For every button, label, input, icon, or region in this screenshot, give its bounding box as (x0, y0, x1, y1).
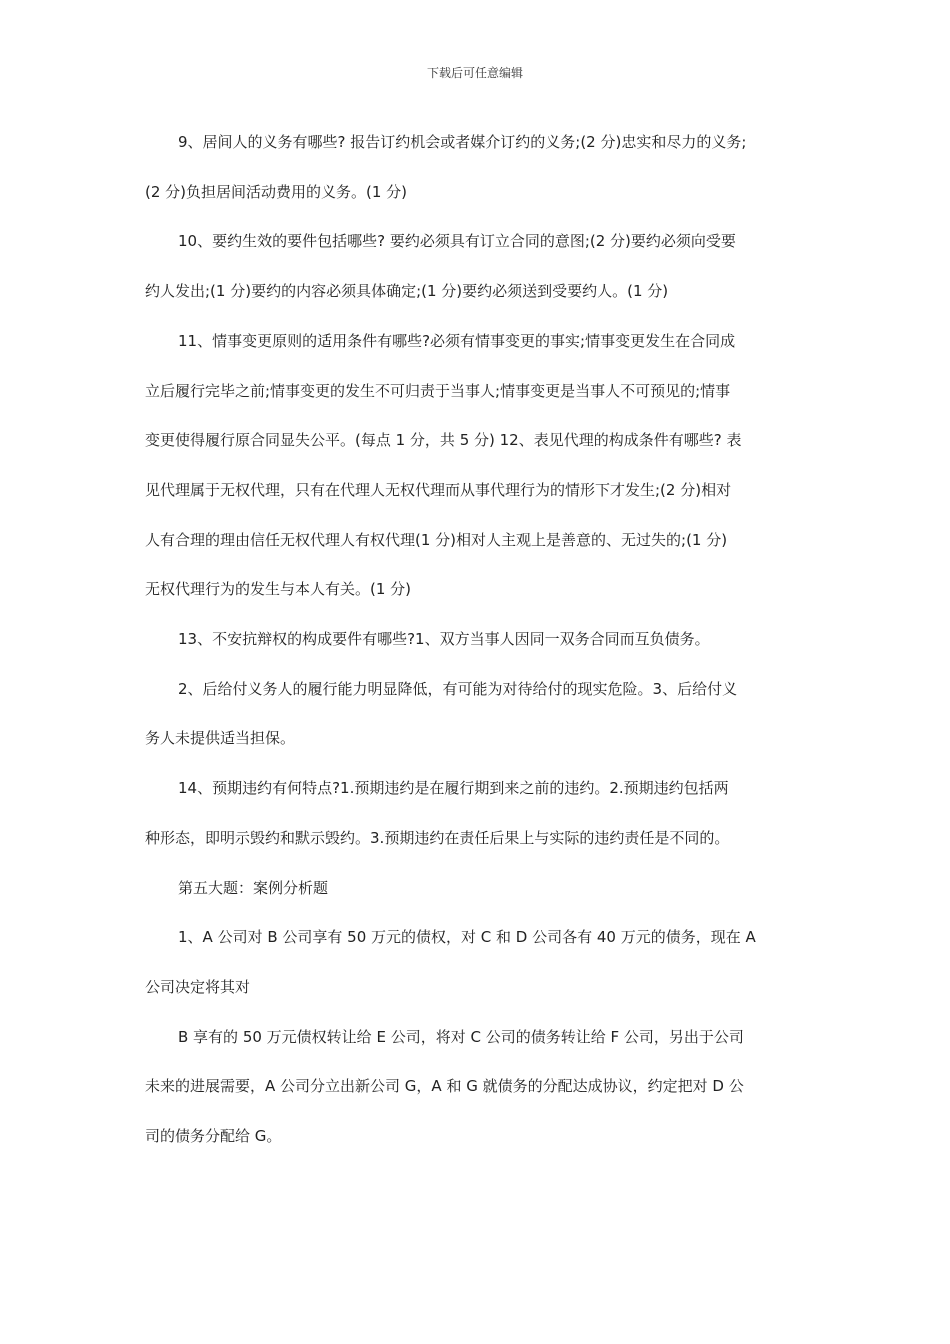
text-line: 9、居间人的义务有哪些? 报告订约机会或者媒介订约的义务;(2 分)忠实和尽力的义务; (178, 133, 747, 151)
paragraph-q13-continued (145, 665, 810, 764)
text-line: 未来的进展需要，A 公司分立出新公司 G，A 和 G 就债务的分配达成协议，约定把对 D 公 (145, 1077, 744, 1096)
text-line: 无权代理行为的发生与本人有关。(1 分) (145, 580, 412, 599)
paragraph-case-1-continued (145, 1013, 810, 1162)
text-line: 11、情事变更原则的适用条件有哪些?必须有情事变更的事实;情事变更发生在合同成 (178, 331, 736, 350)
text-line: 务人未提供适当担保。 (145, 729, 296, 748)
text-line: 10、要约生效的要件包括哪些? 要约必须具有订立合同的意图;(2 分)要约必须向受要 (178, 232, 736, 251)
text-line: 人有合理的理由信任无权代理人有权代理(1 分)相对人主观上是善意的、无过失的;(1 分) (145, 530, 728, 549)
text-line: 第五大题：案例分析题 (178, 878, 329, 897)
section-heading (145, 864, 810, 914)
text-line: 见代理属于无权代理，只有在代理人无权代理而从事代理行为的情形下才发生;(2 分)相对 (145, 480, 732, 499)
paragraph-case-1 (145, 913, 810, 1012)
text-line: 约人发出;(1 分)要约的内容必须具体确定;(1 分)要约必须送到受要约人。(1 分) (145, 282, 669, 301)
text-line: 公司决定将其对 (145, 977, 251, 996)
text-line: 14、预期违约有何特点?1.预期违约是在履行期到来之前的违约。2.预期违约包括两 (178, 779, 729, 798)
paragraph-q9 (145, 118, 810, 217)
text-line: 2、后给付义务人的履行能力明显降低，有可能为对待给付的现实危险。3、后给付义 (178, 679, 738, 698)
text-line: 变更使得履行原合同显失公平。(每点 1 分，共 5 分) 12、表见代理的构成条件有哪些? 表 (145, 431, 742, 450)
text-line: B 享有的 50 万元债权转让给 E 公司，将对 C 公司的债务转让给 F 公司，另出于公司 (178, 1027, 744, 1046)
text-line: 种形态，即明示毁约和默示毁约。3.预期违约在责任后果上与实际的违约责任是不同的。 (145, 828, 730, 847)
paragraph-q14 (145, 764, 810, 863)
paragraph-q13 (145, 615, 810, 665)
text-line: 立后履行完毕之前;情事变更的发生不可归责于当事人;情事变更是当事人不可预见的;情事 (145, 381, 731, 400)
text-line: 司的债务分配给 G。 (145, 1127, 282, 1146)
paragraph-q10 (145, 217, 810, 316)
paragraph-q11-q12 (145, 317, 810, 615)
text-line: 1、A 公司对 B 公司享有 50 万元的债权，对 C 和 D 公司各有 40 万元的债务，现在 A (178, 928, 756, 947)
document-body (145, 118, 810, 1162)
text-line: (2 分)负担居间活动费用的义务。(1 分) (145, 182, 408, 201)
text-line: 13、不安抗辩权的构成要件有哪些?1、双方当事人因同一双务合同而互负债务。 (178, 630, 710, 649)
page-header: 下载后可任意编辑 (426, 66, 523, 80)
